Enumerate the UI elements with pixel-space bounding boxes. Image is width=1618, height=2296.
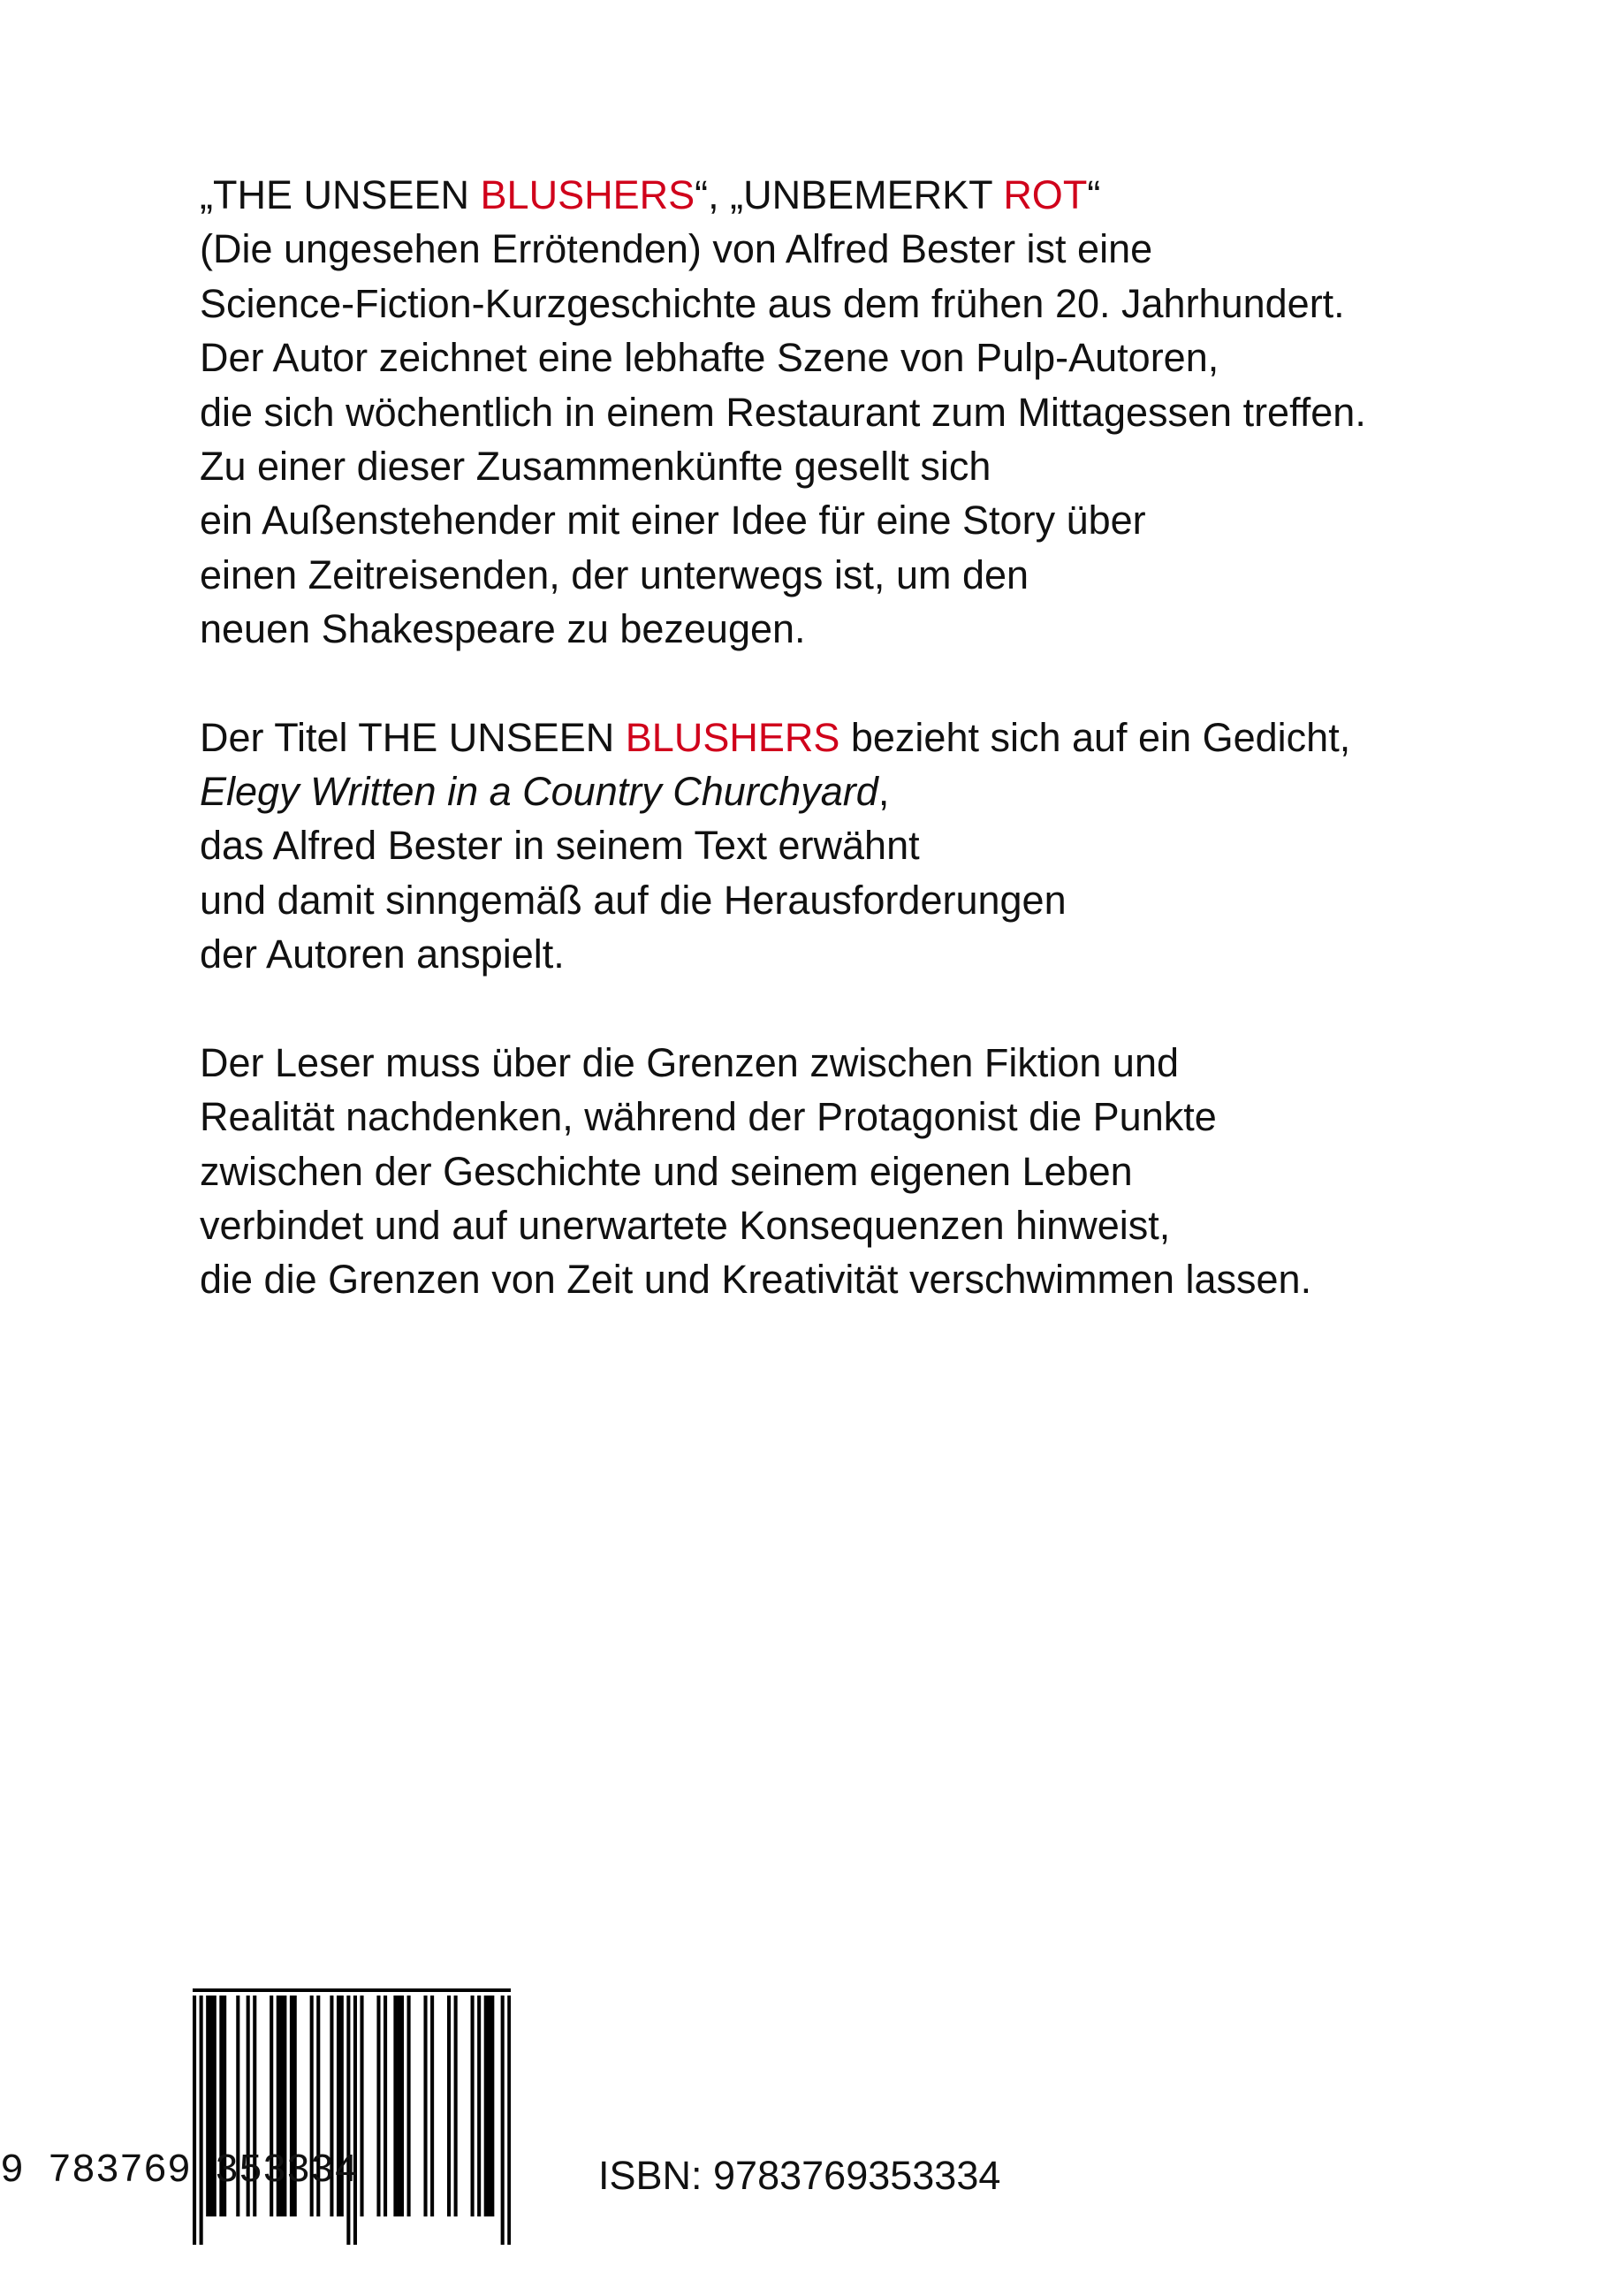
barcode-digits: 9 783769 353334 — [0, 2148, 359, 2193]
text-line — [200, 222, 1578, 276]
text-line — [200, 1252, 1578, 1306]
barcode-bar — [400, 1996, 404, 2216]
text-line — [200, 1036, 1578, 1090]
text-line — [200, 1198, 1578, 1252]
barcode-bar — [384, 1996, 387, 2216]
barcode-bar — [471, 1996, 475, 2216]
text-segment: verbindet und auf unerwartete Konsequenzen hinweist, — [200, 1202, 1171, 1248]
highlight-word: BLUSHERS — [625, 714, 840, 760]
text-line — [200, 711, 1578, 764]
barcode-bar — [397, 1996, 400, 2216]
text-segment: “ — [1087, 172, 1101, 217]
barcode-bar — [360, 1996, 363, 2216]
italic-title: Elegy Written in a Country Churchyard — [200, 769, 878, 815]
barcode-bar — [407, 1996, 411, 2216]
text-line — [200, 168, 1578, 222]
text-line — [200, 277, 1578, 331]
barcode-bar — [490, 1996, 494, 2216]
paragraph — [200, 1036, 1578, 1307]
text-segment: Science-Fiction-Kurzgeschichte aus dem frühen 20. Jahrhundert. — [200, 280, 1345, 326]
text-segment: bezieht sich auf ein Gedicht, — [839, 714, 1351, 760]
text-segment: einen Zeitreisenden, der unterwegs ist, um den — [200, 551, 1029, 597]
highlight-word: ROT — [1003, 172, 1088, 217]
barcode-guard-bar — [501, 1996, 505, 2245]
text-segment: der Autoren anspielt. — [200, 931, 565, 977]
text-line — [200, 439, 1578, 493]
barcode-guard-bar — [200, 1996, 203, 2245]
barcode-guard-bar — [346, 1996, 350, 2245]
barcode-bar — [376, 1996, 380, 2216]
text-line — [200, 1144, 1578, 1198]
barcode-guard-bar — [353, 1996, 357, 2245]
text-line — [200, 331, 1578, 384]
text-line — [200, 493, 1578, 547]
text-line — [200, 385, 1578, 439]
barcode-bar — [484, 1996, 488, 2216]
text-line — [200, 548, 1578, 602]
paragraph — [200, 168, 1578, 657]
barcode-bar — [393, 1996, 397, 2216]
text-segment: „THE UNSEEN — [200, 172, 481, 217]
barcode-bar — [454, 1996, 458, 2216]
text-segment: Realität nachdenken, während der Protagonist die Punkte — [200, 1094, 1217, 1140]
back-cover-text — [200, 168, 1578, 1307]
text-line — [200, 873, 1578, 927]
text-line — [200, 764, 1578, 818]
text-segment: Der Autor zeichnet eine lebhafte Szene von Pulp-Autoren, — [200, 335, 1219, 381]
barcode-bar — [477, 1996, 481, 2216]
barcode-bar — [487, 1996, 490, 2216]
text-segment: die sich wöchentlich in einem Restaurant zum Mittagessen treffen. — [200, 389, 1366, 435]
text-segment: (Die ungesehen Errötenden) von Alfred Bester ist eine — [200, 226, 1153, 272]
paragraph — [200, 711, 1578, 982]
barcode-bar — [447, 1996, 451, 2216]
text-segment: Der Titel THE UNSEEN — [200, 714, 626, 760]
barcode-bars — [193, 1988, 511, 2245]
barcode-bar — [423, 1996, 427, 2216]
text-line — [200, 818, 1578, 872]
text-segment: , — [877, 769, 890, 815]
barcode-bar — [430, 1996, 434, 2216]
barcode-guard-bar — [507, 1996, 511, 2245]
text-segment: Der Leser muss über die Grenzen zwischen Fiktion und — [200, 1039, 1180, 1085]
isbn-label: ISBN: 9783769353334 — [598, 2153, 1001, 2198]
highlight-word: BLUSHERS — [480, 172, 695, 217]
text-segment: ein Außenstehender mit einer Idee für eine Story über — [200, 498, 1146, 544]
barcode-top-rule — [193, 1988, 511, 1992]
text-line — [200, 602, 1578, 656]
text-segment: das Alfred Bester in seinem Text erwähnt — [200, 823, 920, 869]
text-segment: “, „UNBEMERKT — [695, 172, 1004, 217]
text-segment: neuen Shakespeare zu bezeugen. — [200, 606, 806, 652]
text-line — [200, 927, 1578, 981]
barcode-guard-bar — [193, 1996, 196, 2245]
text-segment: die die Grenzen von Zeit und Kreativität verschwimmen lassen. — [200, 1257, 1312, 1303]
text-segment: Zu einer dieser Zusammenkünfte gesellt sich — [200, 444, 991, 490]
text-line — [200, 1090, 1578, 1144]
text-segment: und damit sinngemäß auf die Herausforderungen — [200, 877, 1067, 923]
barcode — [164, 1988, 536, 2254]
text-segment: zwischen der Geschichte und seinem eigenen Leben — [200, 1148, 1133, 1194]
